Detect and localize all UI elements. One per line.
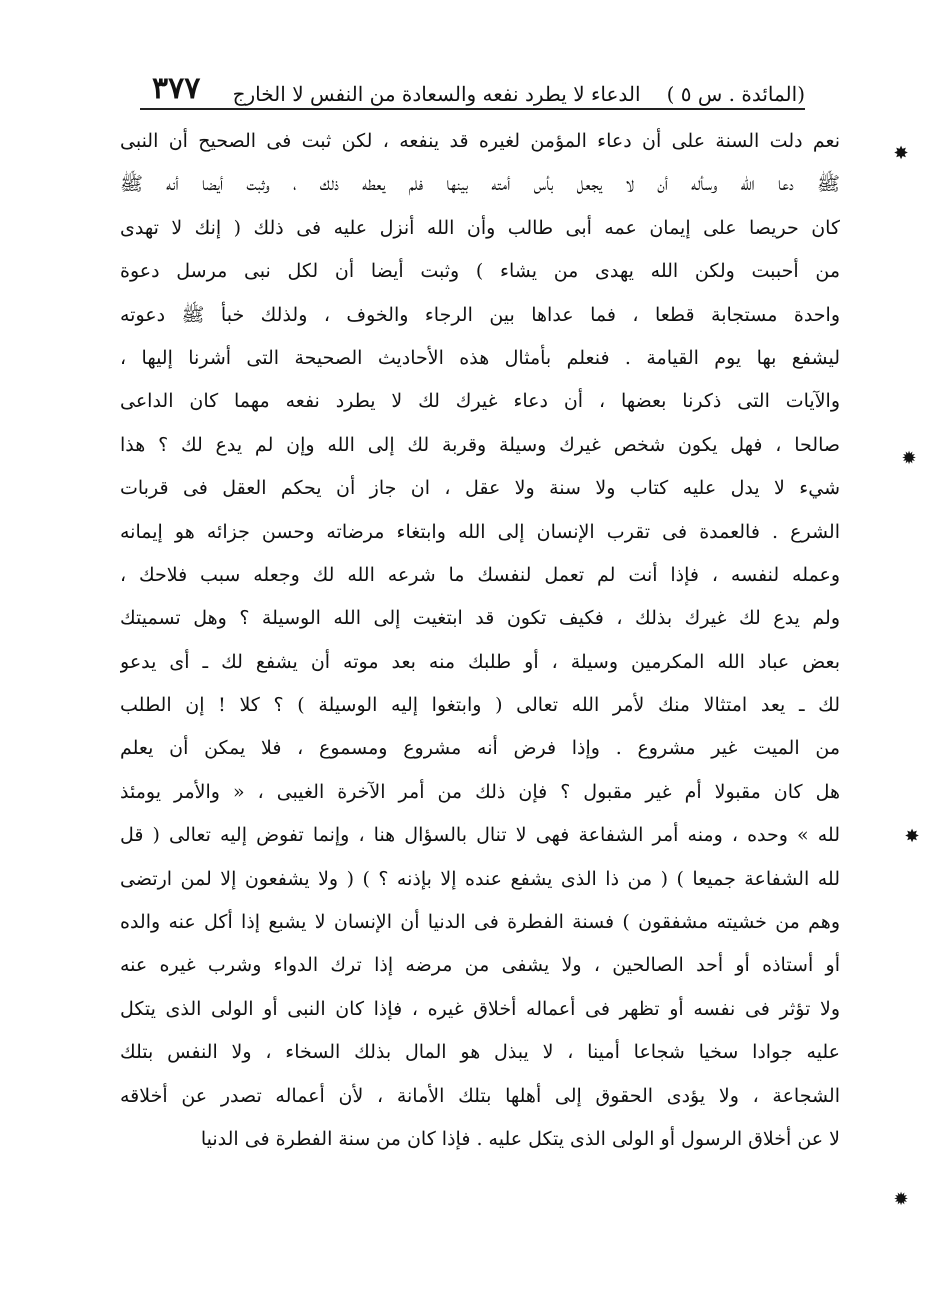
text-line: وعمله لنفسه ، فإذا أنت لم تعمل لنفسك ما شرعه الله لك وجعله سبب فلاحك ، (120, 563, 840, 586)
text-line: نعم دلت السنة على أن دعاء المؤمن لغيره قد ينفعه ، لكن ثبت فى الصحيح أن النبى (120, 130, 840, 152)
text-line: ولا تؤثر فى نفسه أو تظهر فى أعماله أخلاق غيره ، فإذا كان النبى أو الولى الذى يتكل (120, 997, 840, 1020)
text-line: لا عن أخلاق الرسول أو الولى الذى يتكل عليه . فإذا كان من سنة الفطرة فى الدنيا (200, 1127, 840, 1150)
text-line: والآيات التى ذكرنا بعضها ، أن دعاء غيرك لك لا يطرد نفعه مهما كان الداعى (120, 390, 840, 413)
running-header (140, 58, 805, 106)
text-line: صالحا ، فهل يكون شخص غيرك وسيلة وقربة لك إلى الله وإن لم يدع لك ؟ هذا (120, 433, 840, 456)
text-line: هل كان مقبولا أم غير مقبول ؟ فإن ذلك من أمر الآخرة الغيبى ، « والأمر يومئذ (120, 780, 840, 803)
header-rule (140, 108, 805, 110)
margin-ornament-icon: ✸ (904, 826, 920, 847)
text-line: لله » وحده ، ومنه أمر الشفاعة فهى لا تنال بالسؤال هنا ، وإنما تفوض إليه تعالى ( قل (120, 824, 840, 847)
text-line: عليه جوادا سخيا شجاعا أمينا ، لا يبذل هو المال بذلك السخاء ، ولا النفس بتلك (120, 1041, 840, 1064)
running-title: الدعاء لا يطرد نفعه والسعادة من النفس لا الخارج (232, 82, 641, 106)
text-line: لك ـ يعد امتثالا منك لأمر الله تعالى ( وابتغوا إليه الوسيلة ) ؟ كلا ! إن الطلب (120, 694, 840, 717)
text-line: وهم من خشيته مشفقون ) فسنة الفطرة فى الدنيا أن الإنسان لا يشبع إذا أكل عنه والده (120, 911, 840, 934)
text-line: بعض عباد الله المكرمين وسيلة ، أو طلبك منه بعد موته أن يشفع لك ـ أى يدعو (120, 650, 840, 673)
surah-reference: (المائدة . س ٥ ) (666, 82, 805, 106)
text-line: كان حريصا على إيمان عمه أبى طالب وأن الله أنزل عليه فى ذلك ( إنك لا تهدى (120, 216, 840, 239)
text-line: من الميت غير مشروع . وإذا فرض أنه مشروع ومسموع ، فلا يمكن أن يعلم (120, 737, 840, 760)
page-number: ٣٧٧ (152, 71, 201, 106)
text-line: من أحببت ولكن الله يهدى من يشاء ) وثبت أيضا أن لكل نبى مرسل دعوة (120, 260, 840, 283)
text-line: شيء لا يدل عليه كتاب ولا سنة ولا عقل ، ان جاز أن يحكم العقل فى قربات (120, 477, 840, 500)
text-line: ﷺ دعا الله وسأله أن لا يجعل بأس أمته بينها فلم يعطه ذلك ، وثبت أيضا أنه ﷺ (120, 173, 840, 196)
margin-ornament-icon: ✸ (893, 143, 909, 164)
text-line: ليشفع بها يوم القيامة . فنعلم بأمثال هذه الأحاديث الصحيحة التى أشرنا إليها ، (120, 346, 840, 369)
margin-ornament-icon: ✹ (901, 448, 917, 469)
text-line: أو أستاذه أو أحد الصالحين ، ولا يشفى من مرضه إذا ترك الدواء وشرب غيره عنه (120, 954, 840, 977)
text-line: واحدة مستجابة قطعا ، فما عداها بين الرجاء والخوف ، ولذلك خبأ ﷺ دعوته (120, 303, 840, 326)
body-text (120, 120, 840, 1161)
text-line: لله الشفاعة جميعا ) ( من ذا الذى يشفع عنده إلا بإذنه ؟ ) ( ولا يشفعون إلا لمن ارتضى (120, 867, 840, 890)
text-line: ولم يدع لك غيرك بذلك ، فكيف تكون قد ابتغيت إلى الله الوسيلة ؟ وهل تسميتك (120, 607, 840, 630)
margin-ornament-icon: ✹ (893, 1189, 909, 1210)
text-line: الشجاعة ، ولا يؤدى الحقوق إلى أهلها بتلك الأمانة ، لأن أعماله تصدر عن أخلاقه (120, 1084, 840, 1107)
text-line: الشرع . فالعمدة فى تقرب الإنسان إلى الله وابتغاء مرضاته وحسن جزائه هو إيمانه (120, 520, 840, 543)
